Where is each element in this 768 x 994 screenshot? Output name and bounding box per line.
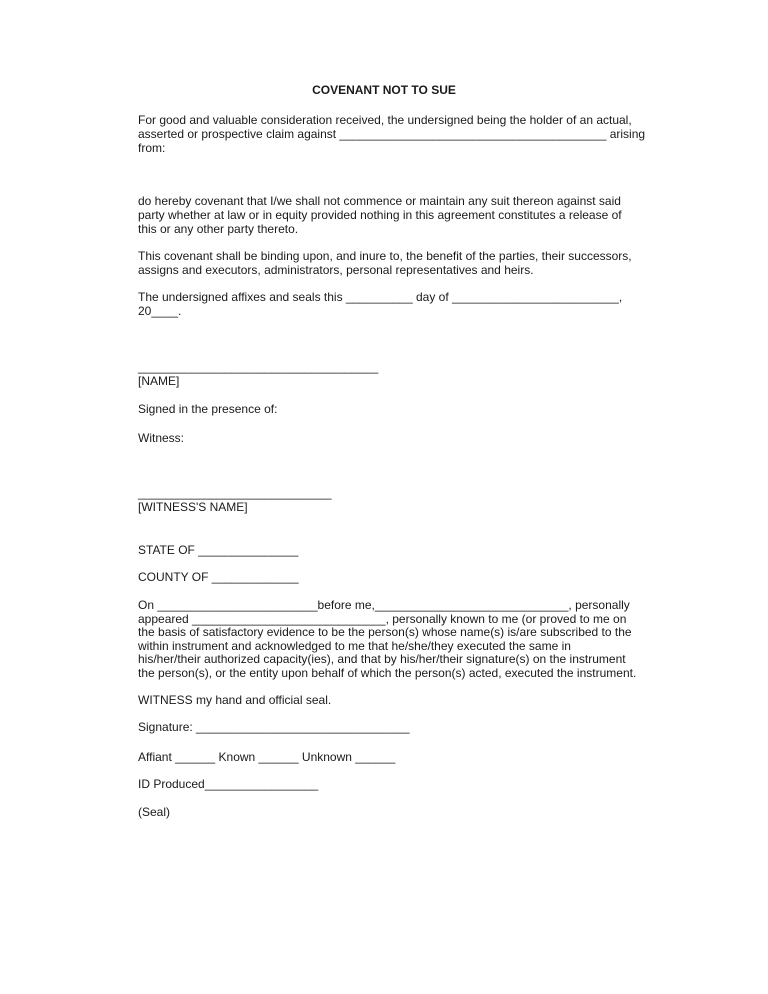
paragraph-covenant-line-1: do hereby covenant that I/we shall not commence or maintain any suit thereon against said — [138, 194, 621, 208]
witness-name-label: [WITNESS'S NAME] — [138, 500, 248, 514]
notary-paragraph-line-1: On ________________________before me,_____________________________, personally — [138, 598, 630, 612]
notary-paragraph-line-4: within instrument and acknowledged to me that he/she/they executed the same in — [138, 639, 571, 653]
paragraph-covenant-line-2: party whether at law or in equity provided nothing in this agreement constitutes a release of — [138, 208, 622, 222]
notary-signature-field: Signature: ________________________________ — [138, 720, 410, 734]
paragraph-binding-line-2: assigns and executors, administrators, personal representatives and heirs. — [138, 263, 534, 277]
name-label: [NAME] — [138, 374, 180, 388]
signature-line: ____________________________________ — [138, 360, 379, 374]
id-produced-field: ID Produced_________________ — [138, 777, 319, 791]
paragraph-consideration-line-3: from: — [138, 141, 166, 155]
paragraph-consideration-line-2: asserted or prospective claim against ________________________________________ arising — [138, 127, 646, 141]
witness-label: Witness: — [138, 431, 185, 445]
paragraph-binding-line-1: This covenant shall be binding upon, and inure to, the benefit of the parties, their successors, — [138, 249, 632, 263]
notary-paragraph-line-2: appeared _____________________________, personally known to me (or proved to me on — [138, 612, 627, 626]
paragraph-seal-date-line-1: The undersigned affixes and seals this __________ day of _________________________, — [138, 290, 623, 304]
witness-signature-line: _____________________________ — [138, 486, 332, 500]
affiant-field: Affiant ______ Known ______ Unknown ______ — [138, 750, 396, 764]
notary-paragraph-line-3: the basis of satisfactory evidence to be the person(s) whose name(s) is/are subscribed to the — [138, 625, 632, 639]
notary-paragraph-line-6: the person(s), or the entity upon behalf of which the person(s) acted, executed the instrument. — [138, 666, 637, 680]
paragraph-covenant-line-3: this or any other party thereto. — [138, 222, 299, 236]
county-field: COUNTY OF _____________ — [138, 570, 299, 584]
notary-paragraph-line-5: his/her/their authorized capacity(ies), and that by his/her/their signature(s) on the instrument — [138, 652, 626, 666]
witness-hand-text: WITNESS my hand and official seal. — [138, 693, 332, 707]
document-title: COVENANT NOT TO SUE — [312, 83, 456, 97]
signed-in-presence-text: Signed in the presence of: — [138, 402, 278, 416]
state-field: STATE OF _______________ — [138, 543, 299, 557]
paragraph-consideration-line-1: For good and valuable consideration received, the undersigned being the holder of an actual, — [138, 113, 632, 127]
seal-label: (Seal) — [138, 805, 171, 819]
paragraph-seal-date-line-2: 20____. — [138, 304, 182, 318]
